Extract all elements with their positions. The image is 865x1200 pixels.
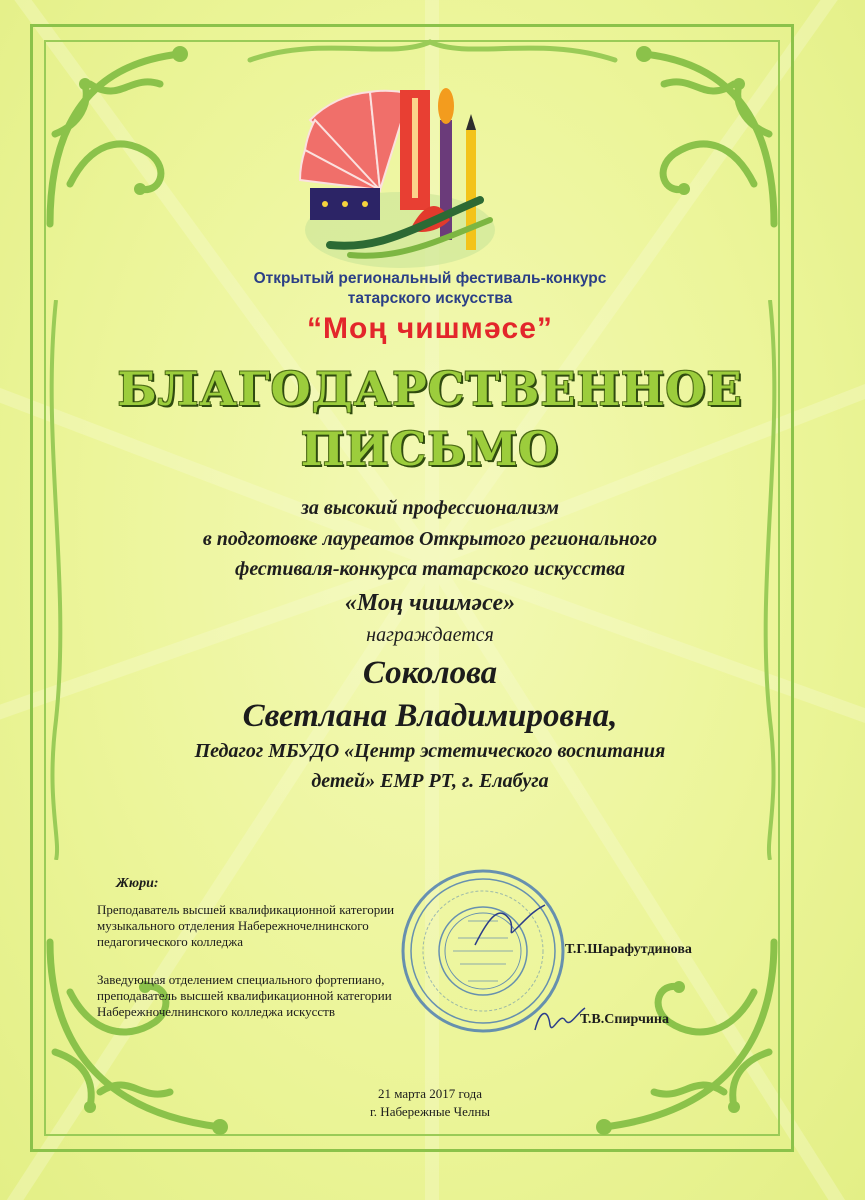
- festival-subtitle-line1: Открытый региональный фестиваль-конкурс: [253, 270, 607, 287]
- jury-member1-line1: Преподаватель высшей квалификационной категории: [97, 902, 395, 917]
- issue-city: г. Набережные Челны: [369, 1104, 491, 1119]
- jury-member1-name: Т.Г.Шарафутдинова: [565, 942, 692, 957]
- ornament-bottom-left-icon: [30, 922, 270, 1152]
- festival-logo-icon: [290, 80, 520, 270]
- body-line2: в подготовке лауреатов Открытого регионального: [202, 528, 658, 550]
- awarded-label: награждается: [366, 624, 494, 646]
- jury-heading: Жюри:: [116, 876, 159, 891]
- document-title-line1: БЛАГОДАРСТВЕННОЕ: [117, 362, 743, 416]
- jury-member1-line2: музыкального отделения Набережночелнинского: [97, 918, 369, 933]
- document-title-line2: ПИСЬМО: [300, 422, 560, 476]
- jury-member2-line2: преподаватель высшей квалификационной категории: [97, 988, 392, 1003]
- recipient-surname: Соколова: [362, 655, 498, 691]
- ornament-top-left-icon: [30, 24, 250, 254]
- ornament-left-side-icon: [36, 300, 76, 860]
- body-festival-name: «Моң чишмәсе»: [344, 590, 516, 616]
- jury-member2-line3: Набережночелнинского колледжа искусств: [97, 1004, 335, 1019]
- body-line1: за высокий профессионализм: [301, 497, 559, 519]
- recipient-position-line2: детей» ЕМР РТ, г. Елабуга: [311, 770, 549, 792]
- issue-date: 21 марта 2017 года: [377, 1086, 483, 1101]
- ornament-top-center-icon: [240, 30, 625, 70]
- jury-member2-line1: Заведующая отделением специального фортепиано,: [97, 972, 385, 987]
- signature-sharafutdinova-icon: [470, 895, 550, 955]
- body-line3: фестиваля-конкурса татарского искусства: [235, 558, 625, 580]
- festival-subtitle-line2: татарского искусства: [347, 290, 513, 307]
- jury-member1-line3: педагогического колледжа: [97, 934, 243, 949]
- recipient-given-names: Светлана Владимировна,: [242, 698, 618, 734]
- recipient-position-line1: Педагог МБУДО «Центр эстетического воспитания: [194, 740, 666, 762]
- festival-name: “Моң чишмәсе”: [307, 312, 553, 345]
- jury-member2-name: Т.В.Спирчина: [580, 1012, 669, 1027]
